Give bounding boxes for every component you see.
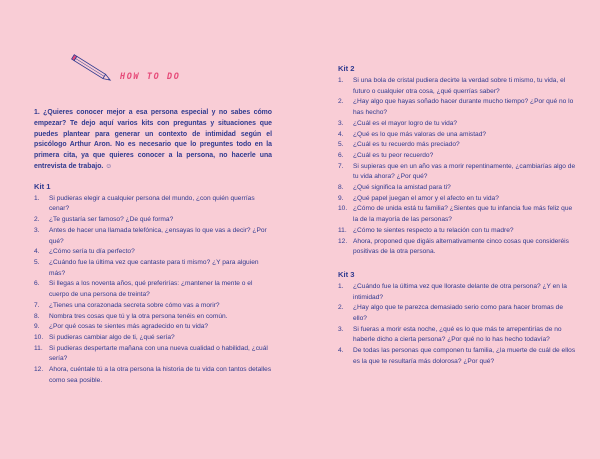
- list-item: 9. ¿Qué papel juegan el amor y el afecto en tu vida?: [338, 194, 499, 202]
- list-item: 4. ¿Cómo sería tu día perfecto?: [34, 248, 135, 256]
- list-item: 1. ¿Cuándo fue la última vez que lloraste delante de otra persona? ¿Y en la intimidad?: [338, 282, 567, 301]
- list-item: 1. Si pudieras elegir a cualquier persona del mundo, ¿con quién querrías cenar?: [34, 194, 255, 213]
- list-item: 8. Nombra tres cosas que tú y la otra persona tenéis en común.: [34, 312, 228, 320]
- list-item: 3. ¿Cuál es el mayor logro de tu vida?: [338, 119, 458, 127]
- list-item: 6. Si llegas a los noventa años, qué preferirías: ¿mantener la mente o el cuerpo de una persona de treinta?: [34, 280, 253, 299]
- list-item: 3. Si fueras a morir esta noche, ¿qué es lo que más te arrepentirías de no haberle dicho a cierta persona? ¿Por qué no lo has hecho todavía?: [338, 325, 562, 344]
- list-item: 10. Si pudieras cambiar algo de ti, ¿qué sería?: [34, 333, 175, 341]
- left-page: [34, 54, 272, 386]
- list-item: 10. ¿Cómo de unida está tu familia? ¿Sientes que tu infancia fue más feliz que la de la mayoría de las personas?: [338, 205, 573, 224]
- kit-2-title: Kit 2: [338, 64, 355, 73]
- list-item: 6. ¿Cuál es tu peor recuerdo?: [338, 151, 434, 159]
- list-item: 12. Ahora, proponed que digáis alternativamente cinco cosas que consideréis positivas de la otra persona.: [338, 237, 569, 256]
- list-item: 2. ¿Te gustaría ser famoso? ¿De qué forma?: [34, 216, 174, 224]
- list-item: 7. Si supieras que en un año vas a morir repentinamente, ¿cambiarías algo de tu vida ahora? ¿Por qué?: [338, 162, 576, 181]
- list-item: 5. ¿Cuál es tu recuerdo más preciado?: [338, 141, 460, 149]
- list-item: 5. ¿Cuándo fue la última vez que cantaste para ti mismo? ¿Y para alguien más?: [34, 259, 259, 277]
- kit-3-list: [338, 282, 576, 368]
- list-item: 3. Antes de hacer una llamada telefónica, ¿ensayas lo que vas a decir? ¿Por qué?: [34, 226, 267, 245]
- right-page: [338, 64, 576, 368]
- list-item: 12. Ahora, cuéntale tú a la otra persona la historia de tu vida con tantos detalles como sea posible.: [34, 366, 272, 384]
- list-item: 2. ¿Hay algo que hayas soñado hacer durante mucho tiempo? ¿Por qué no lo has hecho?: [338, 98, 574, 117]
- how-to-do-header: [34, 54, 272, 98]
- kit-1-title: Kit 1: [34, 181, 51, 191]
- list-item: 11. ¿Cómo te sientes respecto a tu relación con tu madre?: [338, 226, 514, 234]
- intro-paragraph: 1. ¿Quieres conocer mejor a esa persona especial y no sabes cómo empezar? Te dejo aquí varios kits con preguntas y situaciones que puedes plantear para generar un contexto de intimidad según el psicólogo Arthur Aron. No es necesario que lo preguntes todo en la primera cita, ya que quieres conocer a la persona, no hacerle una entrevista de trabajo. ☺: [34, 109, 272, 170]
- list-item: 11. Si pudieras despertarte mañana con una nueva cualidad o habilidad, ¿cuál sería?: [34, 344, 268, 363]
- list-item: 2. ¿Hay algo que te parezca demasiado serio como para hacer bromas de ello?: [338, 304, 564, 323]
- list-item: 7. ¿Tienes una corazonada secreta sobre cómo vas a morir?: [34, 301, 220, 309]
- pencil-icon: [68, 54, 118, 86]
- list-item: 1. Si una bola de cristal pudiera decirte la verdad sobre ti mismo, tu vida, el futuro o cualquier otra cosa, ¿qué querrías saber?: [338, 77, 566, 95]
- list-item: 8. ¿Qué significa la amistad para ti?: [338, 184, 451, 192]
- list-item: 4. De todas las personas que componen tu familia, ¿la muerte de cuál de ellos es la que te resultaría más dolorosa? ¿Por qué?: [338, 347, 576, 365]
- how-to-do-label: HOW TO DO: [120, 72, 181, 82]
- kit-1-list: [34, 194, 272, 387]
- kit-3-title: Kit 3: [338, 269, 355, 279]
- list-item: 4. ¿Qué es lo que más valoras de una amistad?: [338, 130, 487, 138]
- kit-2-list: [338, 76, 576, 258]
- list-item: 9. ¿Por qué cosas te sientes más agradecido en tu vida?: [34, 323, 209, 331]
